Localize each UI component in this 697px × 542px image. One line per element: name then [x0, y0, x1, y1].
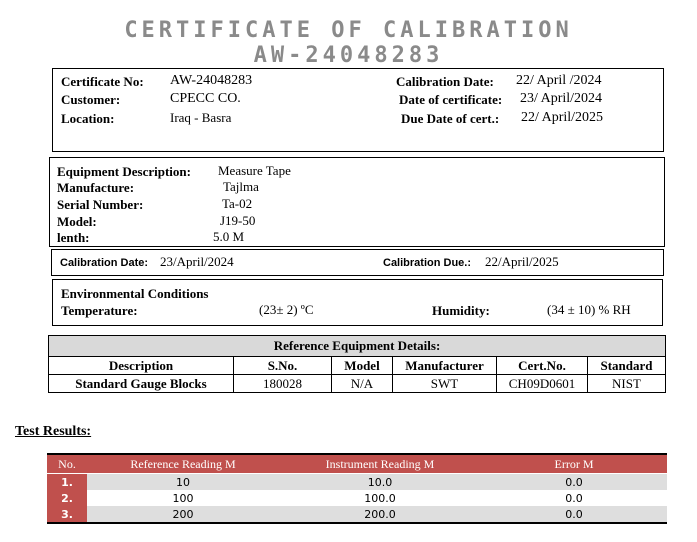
customer-label: Customer: [61, 92, 121, 107]
ref-col-cert-no: Cert.No. [497, 357, 588, 375]
ref-col-description: Description [49, 357, 234, 375]
ref-cell-description: Standard Gauge Blocks [49, 375, 234, 393]
calibration-due-label: Calibration Due.: [383, 257, 472, 269]
test-row-reference: 100 [87, 490, 279, 506]
humidity-label: Humidity: [432, 303, 490, 318]
manufacture-label: Manufacture: [57, 180, 135, 195]
certificate-title: CERTIFICATE OF CALIBRATION [124, 18, 573, 43]
calibration-date-value: 22/ April /2024 [516, 73, 602, 88]
test-row-no: 2. [47, 490, 87, 506]
equipment-description-label: Equipment Description: [57, 164, 191, 179]
humidity-value: (34 ± 10) % RH [547, 302, 631, 317]
test-col-instrument: Instrument Reading M [279, 454, 481, 474]
table-row [49, 375, 666, 393]
table-row [47, 506, 667, 523]
ref-col-model: Model [332, 357, 393, 375]
location-label: Location: [61, 111, 115, 126]
certificate-id-heading: AW-24048283 [253, 43, 444, 68]
test-col-error: Error M [481, 454, 667, 474]
calibration-due-value: 22/April/2025 [485, 254, 559, 269]
ref-col-standard: Standard [588, 357, 666, 375]
serial-number-value: Ta-02 [222, 196, 253, 211]
reference-equipment-table [48, 335, 666, 393]
manufacture-value: Tajlma [223, 179, 259, 194]
length-label: lenth: [57, 230, 90, 245]
test-results-title: Test Results: [15, 424, 92, 439]
certificate-no-value: AW-24048283 [170, 73, 253, 88]
test-row-no: 3. [47, 506, 87, 523]
location-value: Iraq - Basra [170, 110, 232, 125]
due-date-value: 22/ April/2025 [521, 110, 604, 125]
test-row-instrument: 10.0 [279, 474, 481, 491]
table-row [47, 490, 667, 506]
ref-cell-cert-no: CH09D0601 [497, 375, 588, 393]
table-row [47, 474, 667, 491]
ref-cell-standard: NIST [588, 375, 666, 393]
model-label: Model: [57, 214, 97, 229]
reference-table-title: Reference Equipment Details: [49, 336, 666, 357]
calibration-row-date-label: Calibration Date: [60, 257, 149, 269]
test-row-instrument: 200.0 [279, 506, 481, 523]
ref-col-manufacturer: Manufacturer [393, 357, 497, 375]
date-of-certificate-value: 23/ April/2024 [520, 91, 603, 106]
due-date-label: Due Date of cert.: [401, 111, 500, 126]
ref-cell-model: N/A [332, 375, 393, 393]
calibration-date-label: Calibration Date: [396, 74, 494, 89]
ref-cell-manufacturer: SWT [393, 375, 497, 393]
date-of-certificate-label: Date of certificate: [399, 92, 503, 107]
equipment-description-value: Measure Tape [218, 163, 291, 178]
test-row-error: 0.0 [481, 474, 667, 491]
ref-cell-serial: 180028 [234, 375, 332, 393]
test-row-instrument: 100.0 [279, 490, 481, 506]
temperature-label: Temperature: [61, 303, 138, 318]
calibration-row-date-value: 23/April/2024 [160, 254, 234, 269]
test-row-error: 0.0 [481, 490, 667, 506]
test-col-no: No. [47, 454, 87, 474]
temperature-value: (23± 2) ºC [259, 302, 314, 317]
model-value: J19-50 [220, 213, 256, 228]
test-col-reference: Reference Reading M [87, 454, 279, 474]
length-value: 5.0 M [213, 229, 245, 244]
customer-value: CPECC CO. [170, 91, 241, 106]
serial-number-label: Serial Number: [57, 197, 144, 212]
test-row-reference: 200 [87, 506, 279, 523]
test-row-no: 1. [47, 474, 87, 491]
certificate-no-label: Certificate No: [61, 74, 144, 89]
environment-title: Environmental Conditions [61, 286, 209, 301]
test-row-error: 0.0 [481, 506, 667, 523]
test-row-reference: 10 [87, 474, 279, 491]
test-results-table [47, 453, 667, 524]
ref-col-serial: S.No. [234, 357, 332, 375]
